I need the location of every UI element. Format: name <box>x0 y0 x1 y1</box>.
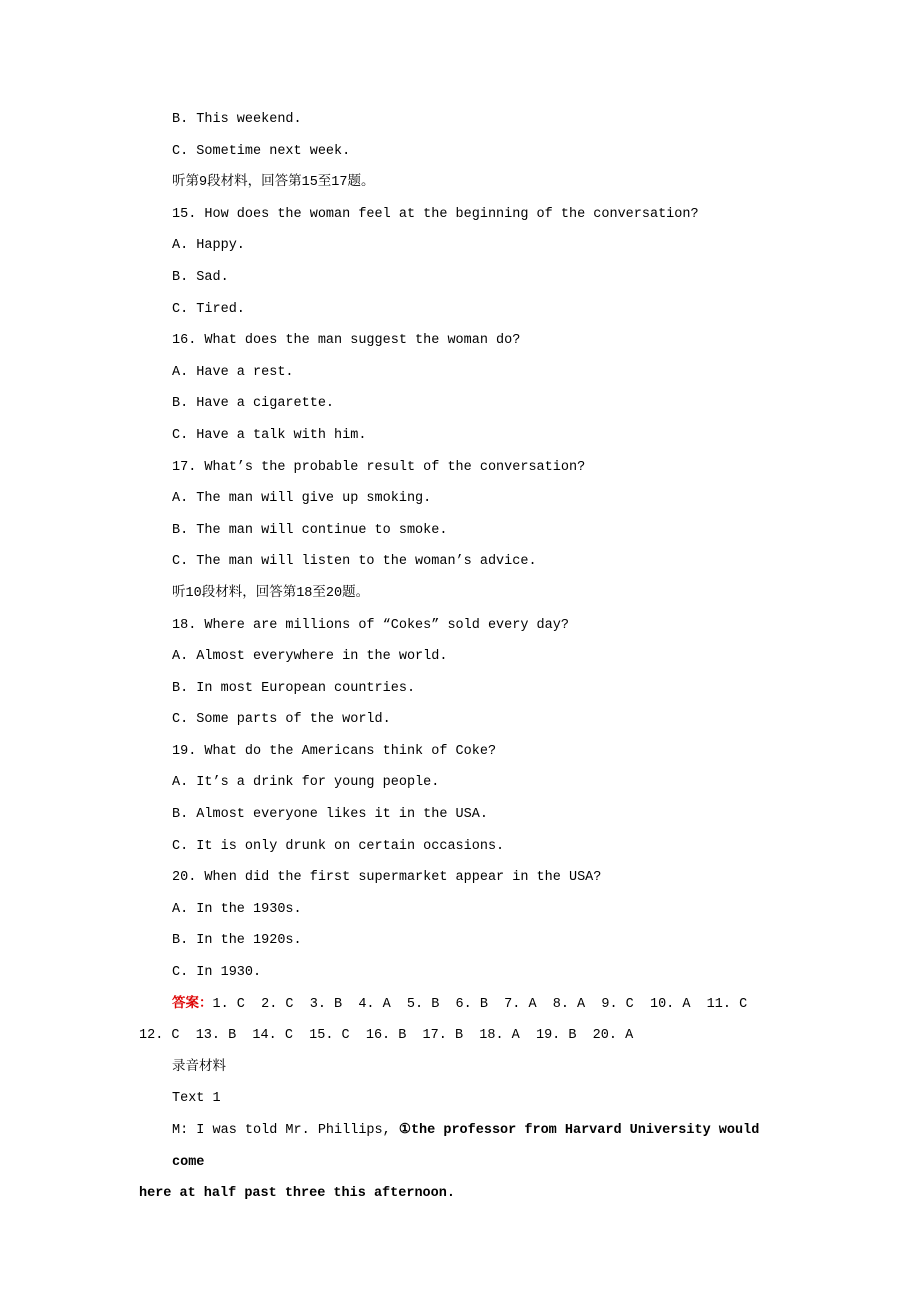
text-line <box>139 1020 790 1052</box>
text-segment: B. The man will continue to smoke. <box>172 522 448 538</box>
text-line <box>139 546 790 578</box>
text-segment: A. It’s a drink for young people. <box>172 775 440 791</box>
text-line <box>139 704 790 736</box>
text-segment: A. Almost everywhere in the world. <box>172 649 448 665</box>
text-line <box>139 862 790 894</box>
text-line <box>139 767 790 799</box>
document-body <box>139 104 790 1210</box>
text-line <box>139 736 790 768</box>
text-segment: C. The man will listen to the woman’s advice. <box>172 554 537 570</box>
text-line <box>139 925 790 957</box>
text-line <box>139 325 790 357</box>
text-line <box>139 578 790 610</box>
text-segment: 19. What do the Americans think of Coke? <box>172 743 497 759</box>
text-line <box>139 673 790 705</box>
text-line <box>139 989 790 1021</box>
text-segment: A. Happy. <box>172 238 245 254</box>
text-segment: 17. What’s the probable result of the conversation? <box>172 459 586 475</box>
text-segment: 听第9段材料，回答第15至17题。 <box>172 175 375 191</box>
text-line <box>139 1083 790 1115</box>
text-segment: C. Sometime next week. <box>172 143 351 159</box>
text-line <box>139 452 790 484</box>
text-segment: here at half past three this afternoon. <box>139 1186 455 1202</box>
text-segment: C. Have a talk with him. <box>172 427 367 443</box>
text-line <box>139 957 790 989</box>
text-segment: 18. Where are millions of “Cokes” sold every day? <box>172 617 569 633</box>
text-line <box>139 1052 790 1084</box>
text-line <box>139 641 790 673</box>
text-segment: C. Tired. <box>172 301 245 317</box>
text-segment: 20. When did the first supermarket appear in the USA? <box>172 870 602 886</box>
text-line <box>139 199 790 231</box>
text-segment: C. Some parts of the world. <box>172 712 391 728</box>
text-line <box>139 294 790 326</box>
text-segment: 16. What does the man suggest the woman do? <box>172 333 521 349</box>
text-line <box>139 167 790 199</box>
text-segment: A. In the 1930s. <box>172 901 302 917</box>
text-line <box>139 388 790 420</box>
text-segment: 15. How does the woman feel at the beginning of the conversation? <box>172 206 699 222</box>
text-segment: B. This weekend. <box>172 112 302 127</box>
text-segment: A. Have a rest. <box>172 364 294 380</box>
text-line <box>139 230 790 262</box>
text-line <box>139 1178 790 1210</box>
text-segment: A. The man will give up smoking. <box>172 491 432 507</box>
text-line <box>139 357 790 389</box>
text-segment: 1. C 2. C 3. B 4. A 5. B 6. B 7. A 8. A 9. C 10. A 11. C <box>212 996 748 1012</box>
text-line <box>139 515 790 547</box>
text-segment: C. It is only drunk on certain occasions. <box>172 838 505 854</box>
text-line <box>139 610 790 642</box>
text-line <box>139 483 790 515</box>
text-line <box>139 104 790 136</box>
answer-key-label: 答案： <box>172 996 213 1012</box>
text-segment: B. In the 1920s. <box>172 933 302 949</box>
text-segment: C. In 1930. <box>172 965 262 981</box>
text-line <box>139 1115 790 1178</box>
text-line <box>139 799 790 831</box>
text-segment: 听10段材料，回答第18至20题。 <box>172 585 370 601</box>
text-segment: M: I was told Mr. Phillips, <box>172 1123 399 1138</box>
text-segment: 录音材料 <box>172 1059 226 1075</box>
text-segment: 12. C 13. B 14. C 15. C 16. B 17. B 18. A 19. B 20. A <box>139 1028 634 1044</box>
text-segment: B. In most European countries. <box>172 680 416 696</box>
text-line <box>139 420 790 452</box>
text-line <box>139 262 790 294</box>
text-line <box>139 831 790 863</box>
text-segment: ①the professor from Harvard University would come <box>172 1123 768 1170</box>
text-segment: Text 1 <box>172 1091 221 1107</box>
text-segment: B. Sad. <box>172 269 229 285</box>
text-line <box>139 894 790 926</box>
text-segment: B. Almost everyone likes it in the USA. <box>172 807 488 823</box>
text-segment: B. Have a cigarette. <box>172 396 335 412</box>
text-line <box>139 136 790 168</box>
